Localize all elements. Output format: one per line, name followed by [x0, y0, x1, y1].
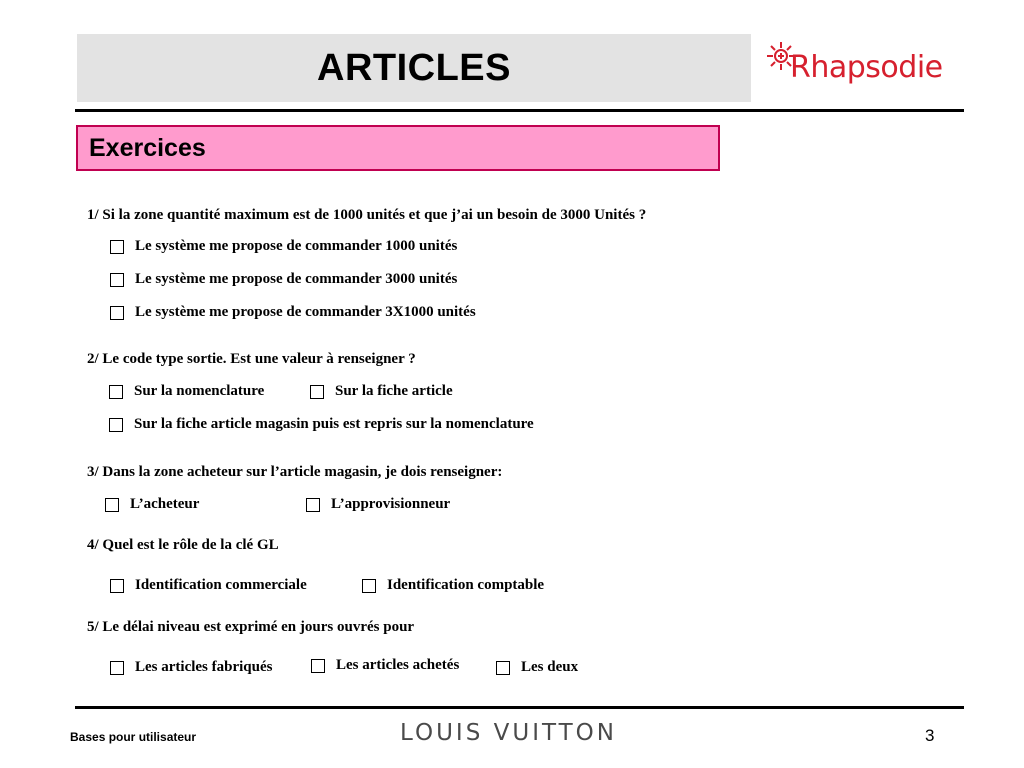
title-band — [77, 34, 751, 102]
q5-option-2[interactable] — [311, 657, 459, 674]
option-label: Les articles achetés — [336, 657, 460, 673]
option-label: L’acheteur — [130, 496, 200, 512]
logo-wordmark: Rhapsodie — [790, 50, 943, 85]
question-3: 3/ Dans la zone acheteur sur l’article magasin, je dois renseigner: — [87, 464, 503, 480]
rhapsodie-logo — [766, 40, 946, 100]
page-number: 3 — [925, 726, 935, 745]
checkbox[interactable] — [311, 659, 325, 673]
footer-caption: Bases pour utilisateur — [70, 730, 197, 744]
option-label: Identification commerciale — [135, 577, 307, 593]
checkbox[interactable] — [306, 498, 320, 512]
checkbox[interactable] — [110, 579, 124, 593]
checkbox[interactable] — [110, 240, 124, 254]
option-label: Les articles fabriqués — [135, 659, 273, 675]
q4-option-2[interactable] — [362, 577, 544, 594]
q2-option-2[interactable] — [310, 383, 453, 400]
checkbox[interactable] — [362, 579, 376, 593]
question-2: 2/ Le code type sortie. Est une valeur à renseigner ? — [87, 351, 416, 367]
question-4: 4/ Quel est le rôle de la clé GL — [87, 537, 279, 553]
question-5: 5/ Le délai niveau est exprimé en jours ouvrés pour — [87, 619, 415, 635]
option-label: Identification comptable — [387, 577, 545, 593]
checkbox[interactable] — [110, 273, 124, 287]
option-label: Le système me propose de commander 3000 unités — [135, 271, 458, 287]
section-header — [76, 125, 720, 171]
q3-option-2[interactable] — [306, 496, 450, 513]
option-label: L’approvisionneur — [331, 496, 451, 512]
option-label: Les deux — [521, 659, 579, 675]
question-1: 1/ Si la zone quantité maximum est de 1000 unités et que j’ai un besoin de 3000 Unités ? — [87, 207, 647, 223]
q5-option-3[interactable] — [496, 659, 578, 676]
q3-option-1[interactable] — [105, 496, 199, 513]
q5-option-1[interactable] — [110, 659, 272, 676]
checkbox[interactable] — [109, 418, 123, 432]
q1-option-1[interactable] — [110, 238, 457, 255]
checkbox[interactable] — [496, 661, 510, 675]
option-label: Le système me propose de commander 1000 unités — [135, 238, 458, 254]
checkbox[interactable] — [110, 661, 124, 675]
option-label: Sur la nomenclature — [134, 383, 265, 399]
q2-option-3[interactable] — [109, 416, 534, 433]
option-label: Sur la fiche article magasin puis est repris sur la nomenclature — [134, 416, 534, 432]
page-title: ARTICLES — [317, 46, 511, 89]
checkbox[interactable] — [109, 385, 123, 399]
checkbox[interactable] — [105, 498, 119, 512]
section-title: Exercices — [89, 133, 206, 162]
brand-logo: LOUIS VUITTON — [400, 720, 617, 746]
q1-option-3[interactable] — [110, 304, 476, 321]
option-label: Le système me propose de commander 3X1000 unités — [135, 304, 476, 320]
q1-option-2[interactable] — [110, 271, 457, 288]
header-divider — [75, 109, 964, 112]
option-label: Sur la fiche article — [335, 383, 453, 399]
checkbox[interactable] — [110, 306, 124, 320]
checkbox[interactable] — [310, 385, 324, 399]
q4-option-1[interactable] — [110, 577, 307, 594]
q2-option-1[interactable] — [109, 383, 264, 400]
footer-divider — [75, 706, 964, 709]
